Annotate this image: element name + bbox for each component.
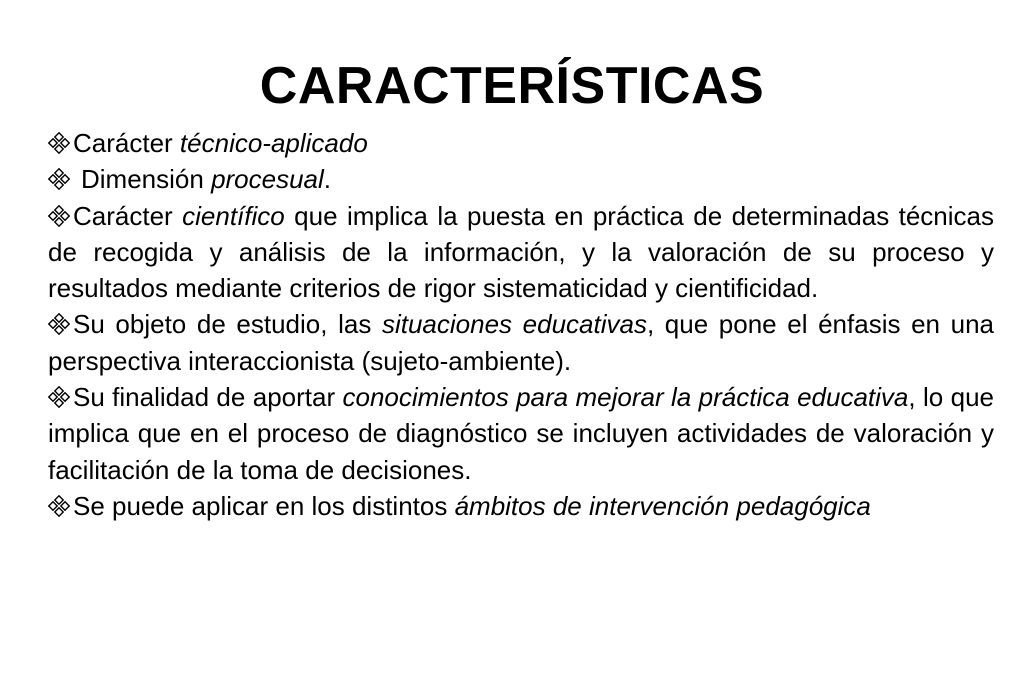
item-text: Su objeto de estudio, las [73,309,382,340]
italic-text: conocimientos para mejorar la práctica educativa [342,382,909,413]
italic-text: científico [182,200,285,231]
item-text: Se puede aplicar en los distintos [73,490,455,521]
list-item-2 [48,161,994,197]
item-text: Carácter [73,200,183,231]
item-text: que implica la puesta en práctica de determinadas técnicas de recogida y análisis de la información, y la valoración de su proceso y resultados mediante criterios de rigor sistematicidad y cientificidad. [48,200,994,304]
item-text: Su finalidad de aportar [73,382,343,413]
four-diamond-ornament-icon [48,168,70,190]
item-text: , lo que implica que en el proceso de diagnóstico se incluyen actividades de valoración y facilitación de la toma de decisiones. [48,382,994,485]
four-diamond-ornament-icon [48,495,70,517]
item-text: Carácter [73,128,180,158]
list-item-6 [48,488,994,524]
list-item-3 [48,198,994,307]
list-item-5 [48,379,994,488]
list-item-1 [48,125,994,161]
item-text: . [323,164,332,195]
four-diamond-ornament-icon [48,205,70,227]
four-diamond-ornament-icon [48,313,70,335]
italic-text: procesual [211,164,324,195]
slide-title: CARACTERÍSTICAS [259,57,765,115]
bullet-list [48,125,994,524]
item-text: , que pone el énfasis en una perspectiva interaccionista (sujeto-ambiente). [48,309,995,376]
italic-text: situaciones educativas [381,309,647,340]
four-diamond-ornament-icon [48,386,70,408]
item-text: Dimensión [81,164,212,195]
list-item-4 [48,306,994,379]
italic-text: ámbitos de intervención pedagógica [454,490,871,521]
four-diamond-ornament-icon [48,132,70,154]
italic-text: técnico-aplicado [179,128,368,158]
